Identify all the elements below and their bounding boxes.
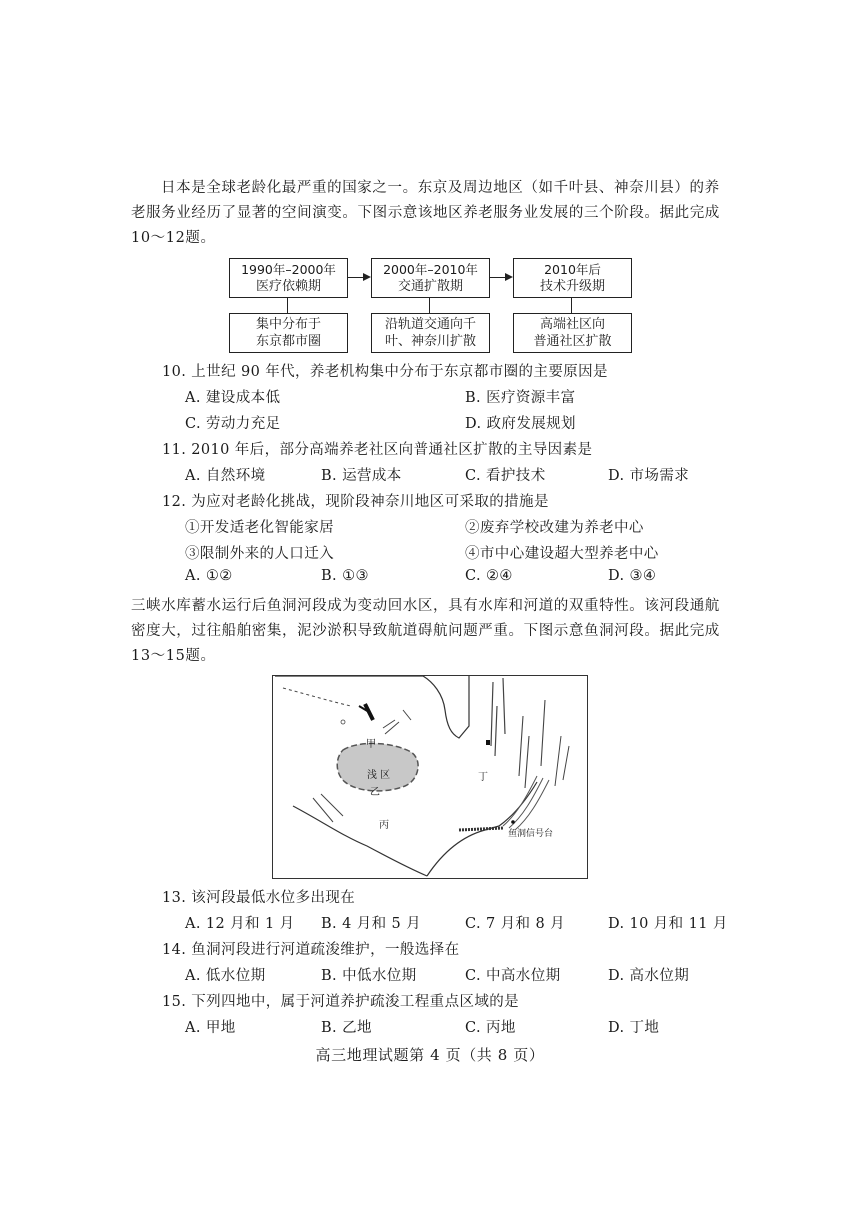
q12-statement-2: ②废弃学校改建为养老中心 xyxy=(465,520,644,536)
q15-option-b: B. 乙地 xyxy=(321,1020,372,1036)
passage-text: 日本是全球老龄化最严重的国家之一。东京及周边地区（如千叶县、神奈川县）的养老服务业经历了显著的空间演变。下图示意该地区养老服务业发展的三个阶段。据此完成10～12题。 xyxy=(131,180,720,246)
q12-option-b: B. ①③ xyxy=(321,568,369,584)
stage-2-detail-2: 叶、神奈川扩散 xyxy=(384,334,476,349)
q15-option-c: C. 丙地 xyxy=(465,1020,516,1036)
connector-line xyxy=(287,297,288,313)
q10-option-b: B. 医疗资源丰富 xyxy=(465,390,576,406)
q13-option-c: C. 7 月和 8 月 xyxy=(465,916,565,932)
page-footer: 高三地理试题第 4 页（共 8 页） xyxy=(315,1046,545,1064)
stage-3-years: 2010年后 xyxy=(544,262,601,277)
stage-1-name: 医疗依赖期 xyxy=(255,279,321,294)
map-label-ding: 丁 xyxy=(478,772,488,783)
q12-option-a: A. ①② xyxy=(185,568,233,584)
q12-statement-3: ③限制外来的人口迁入 xyxy=(185,546,334,562)
q12-option-c: C. ②④ xyxy=(465,568,513,584)
connector-line xyxy=(571,297,572,313)
q13-option-b: B. 4 月和 5 月 xyxy=(321,916,422,932)
question-15-stem: 15. 下列四地中，属于河道养护疏浚工程重点区域的是 xyxy=(162,994,520,1010)
q14-option-d: D. 高水位期 xyxy=(608,968,690,984)
q10-option-a: A. 建设成本低 xyxy=(185,390,281,406)
stage-1-detail-2: 东京都市圈 xyxy=(255,334,321,349)
q12-statement-1: ①开发适老化智能家居 xyxy=(185,520,334,536)
q14-option-b: B. 中低水位期 xyxy=(321,968,417,984)
stage-2-box xyxy=(371,258,490,298)
stage-3-name: 技术升级期 xyxy=(539,279,605,294)
q15-option-a: A. 甲地 xyxy=(185,1020,236,1036)
river-map-drawing xyxy=(273,676,587,878)
stage-1-detail-box xyxy=(229,313,348,353)
stage-2-detail-1: 沿轨道交通向千 xyxy=(384,317,476,332)
q12-option-d: D. ③④ xyxy=(608,568,657,584)
q11-option-d: D. 市场需求 xyxy=(608,468,690,484)
stage-3-box xyxy=(513,258,632,298)
question-10-stem: 10. 上世纪 90 年代，养老机构集中分布于东京都市圈的主要原因是 xyxy=(162,364,608,380)
question-14-stem: 14. 鱼洞河段进行河道疏浚维护，一般选择在 xyxy=(162,942,460,958)
stage-2-name: 交通扩散期 xyxy=(397,279,463,294)
q14-option-c: C. 中高水位期 xyxy=(465,968,561,984)
q11-option-c: C. 看护技术 xyxy=(465,468,546,484)
stage-3-detail-box xyxy=(513,313,632,353)
q10-option-d: D. 政府发展规划 xyxy=(465,416,576,432)
stage-2-detail-box xyxy=(371,313,490,353)
q13-option-a: A. 12 月和 1 月 xyxy=(185,916,295,932)
q10-option-c: C. 劳动力充足 xyxy=(185,416,281,432)
stage-3-detail-1: 高端社区向 xyxy=(539,317,605,332)
question-12-stem: 12. 为应对老龄化挑战，现阶段神奈川地区可采取的措施是 xyxy=(162,494,549,510)
q12-statement-4: ④市中心建设超大型养老中心 xyxy=(465,546,659,562)
map-label-station: 鱼洞信号台 xyxy=(508,829,554,839)
map-label-bing: 丙 xyxy=(379,820,389,831)
q11-option-a: A. 自然环境 xyxy=(185,468,266,484)
q15-option-d: D. 丁地 xyxy=(608,1020,660,1036)
river-map xyxy=(272,675,588,879)
passage-intro-2 xyxy=(131,594,731,669)
passage-text: 三峡水库蓄水运行后鱼洞河段成为变动回水区，具有水库和河道的双重特性。该河段通航密度大，过往船舶密集，泥沙淤积导致航道碍航问题严重。下图示意鱼洞河段。据此完成13～15题。 xyxy=(131,598,720,664)
q13-option-d: D. 10 月和 11 月 xyxy=(608,916,728,932)
passage-intro-1 xyxy=(131,176,731,251)
q14-option-a: A. 低水位期 xyxy=(185,968,266,984)
map-label-yi: 乙 xyxy=(370,787,380,798)
question-13-stem: 13. 该河段最低水位多出现在 xyxy=(162,890,356,906)
stage-1-box xyxy=(229,258,348,298)
connector-line xyxy=(429,297,430,313)
stage-2-years: 2000年–2010年 xyxy=(383,262,478,277)
stage-3-detail-2: 普通社区扩散 xyxy=(533,334,612,349)
stage-1-years: 1990年–2000年 xyxy=(241,262,336,277)
arrow-right-icon xyxy=(348,277,369,278)
question-11-stem: 11. 2010 年后，部分高端养老社区向普通社区扩散的主导因素是 xyxy=(162,442,593,458)
map-label-shoal: 浅 区 xyxy=(367,770,391,781)
arrow-right-icon xyxy=(490,277,511,278)
stage-1-detail-1: 集中分布于 xyxy=(255,317,321,332)
q11-option-b: B. 运营成本 xyxy=(321,468,402,484)
map-label-jia: 甲 xyxy=(366,739,376,750)
